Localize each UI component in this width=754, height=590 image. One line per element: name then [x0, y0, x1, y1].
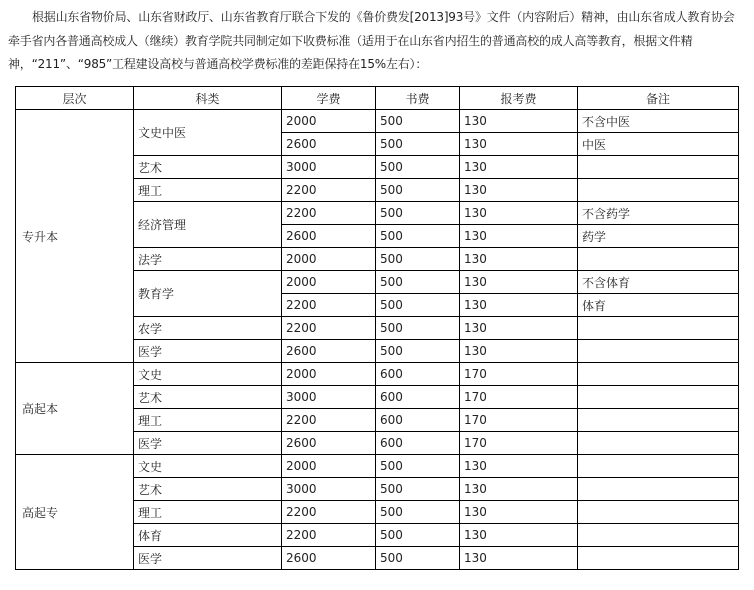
books-cell: 500: [376, 248, 460, 271]
header-subject: 科类: [134, 87, 282, 110]
note-cell: [578, 524, 739, 547]
note-cell: [578, 432, 739, 455]
registration-cell: 130: [460, 294, 578, 317]
note-cell: 体育: [578, 294, 739, 317]
note-cell: [578, 179, 739, 202]
registration-cell: 170: [460, 363, 578, 386]
level-cell: 高起本: [16, 363, 134, 455]
header-row: [16, 87, 739, 110]
subject-cell: 理工: [134, 179, 282, 202]
books-cell: 500: [376, 179, 460, 202]
books-cell: 600: [376, 409, 460, 432]
level-cell: 高起专: [16, 455, 134, 570]
note-cell: [578, 340, 739, 363]
note-cell: 中医: [578, 133, 739, 156]
subject-cell: 艺术: [134, 478, 282, 501]
note-cell: [578, 156, 739, 179]
header-level: 层次: [16, 87, 134, 110]
registration-cell: 130: [460, 455, 578, 478]
books-cell: 500: [376, 455, 460, 478]
registration-cell: 130: [460, 225, 578, 248]
tuition-cell: 2200: [282, 179, 376, 202]
subject-cell: 体育: [134, 524, 282, 547]
intro-paragraph: 根据山东省物价局、山东省财政厅、山东省教育厅联合下发的《鲁价费发[2013]93号》文件（内容附后）精神，由山东省成人教育协会牵手省内各普通高校成人（继续）教育学院共同制定如下收费标准（适用于在山东省内招生的普通高校的成人高等教育，根据文件精神，“211”、“985”工程建设高校与普通高校学费标准的差距保持在15%左右）：: [8, 10, 735, 71]
tuition-cell: 2200: [282, 409, 376, 432]
note-cell: [578, 317, 739, 340]
subject-cell: 法学: [134, 248, 282, 271]
subject-cell: 农学: [134, 317, 282, 340]
table-row: [16, 110, 739, 133]
tuition-cell: 3000: [282, 478, 376, 501]
subject-cell: 艺术: [134, 386, 282, 409]
tuition-cell: 2200: [282, 294, 376, 317]
tuition-cell: 2600: [282, 340, 376, 363]
header-registration: 报考费: [460, 87, 578, 110]
registration-cell: 130: [460, 478, 578, 501]
tuition-cell: 3000: [282, 386, 376, 409]
tuition-cell: 2200: [282, 524, 376, 547]
books-cell: 500: [376, 340, 460, 363]
note-cell: [578, 547, 739, 570]
note-cell: 不含中医: [578, 110, 739, 133]
tuition-cell: 2600: [282, 133, 376, 156]
tuition-cell: 2200: [282, 317, 376, 340]
registration-cell: 130: [460, 179, 578, 202]
note-cell: [578, 248, 739, 271]
tuition-cell: 2000: [282, 248, 376, 271]
registration-cell: 130: [460, 110, 578, 133]
tuition-cell: 2600: [282, 547, 376, 570]
registration-cell: 170: [460, 386, 578, 409]
table-row: [16, 363, 739, 386]
header-books: 书费: [376, 87, 460, 110]
subject-cell: 医学: [134, 340, 282, 363]
subject-cell: 文史: [134, 455, 282, 478]
books-cell: 600: [376, 363, 460, 386]
tuition-cell: 2200: [282, 202, 376, 225]
tuition-cell: 2600: [282, 432, 376, 455]
books-cell: 500: [376, 110, 460, 133]
subject-cell: 艺术: [134, 156, 282, 179]
books-cell: 500: [376, 294, 460, 317]
books-cell: 500: [376, 202, 460, 225]
table-row: [16, 455, 739, 478]
books-cell: 500: [376, 156, 460, 179]
subject-cell: 医学: [134, 432, 282, 455]
books-cell: 500: [376, 317, 460, 340]
registration-cell: 130: [460, 547, 578, 570]
fee-table-body: [16, 110, 739, 570]
header-tuition: 学费: [282, 87, 376, 110]
registration-cell: 130: [460, 156, 578, 179]
subject-cell: 文史: [134, 363, 282, 386]
books-cell: 500: [376, 478, 460, 501]
registration-cell: 170: [460, 432, 578, 455]
books-cell: 500: [376, 225, 460, 248]
registration-cell: 130: [460, 317, 578, 340]
books-cell: 500: [376, 271, 460, 294]
subject-cell: 文史中医: [134, 110, 282, 156]
header-notes: 备注: [578, 87, 739, 110]
tuition-cell: 2600: [282, 225, 376, 248]
books-cell: 600: [376, 432, 460, 455]
note-cell: 不含药学: [578, 202, 739, 225]
tuition-cell: 2000: [282, 363, 376, 386]
fee-table: [15, 86, 739, 570]
subject-cell: 经济管理: [134, 202, 282, 248]
note-cell: [578, 363, 739, 386]
books-cell: 600: [376, 386, 460, 409]
tuition-cell: 2000: [282, 455, 376, 478]
registration-cell: 130: [460, 133, 578, 156]
books-cell: 500: [376, 524, 460, 547]
registration-cell: 130: [460, 501, 578, 524]
tuition-cell: 2200: [282, 501, 376, 524]
subject-cell: 理工: [134, 501, 282, 524]
registration-cell: 130: [460, 248, 578, 271]
registration-cell: 130: [460, 340, 578, 363]
tuition-cell: 3000: [282, 156, 376, 179]
registration-cell: 130: [460, 524, 578, 547]
subject-cell: 理工: [134, 409, 282, 432]
registration-cell: 130: [460, 202, 578, 225]
registration-cell: 170: [460, 409, 578, 432]
note-cell: [578, 455, 739, 478]
tuition-cell: 2000: [282, 271, 376, 294]
subject-cell: 医学: [134, 547, 282, 570]
books-cell: 500: [376, 133, 460, 156]
registration-cell: 130: [460, 271, 578, 294]
note-cell: [578, 409, 739, 432]
note-cell: [578, 478, 739, 501]
note-cell: [578, 386, 739, 409]
level-cell: 专升本: [16, 110, 134, 363]
note-cell: 药学: [578, 225, 739, 248]
books-cell: 500: [376, 501, 460, 524]
note-cell: [578, 501, 739, 524]
note-cell: 不含体育: [578, 271, 739, 294]
books-cell: 500: [376, 547, 460, 570]
tuition-cell: 2000: [282, 110, 376, 133]
subject-cell: 教育学: [134, 271, 282, 317]
